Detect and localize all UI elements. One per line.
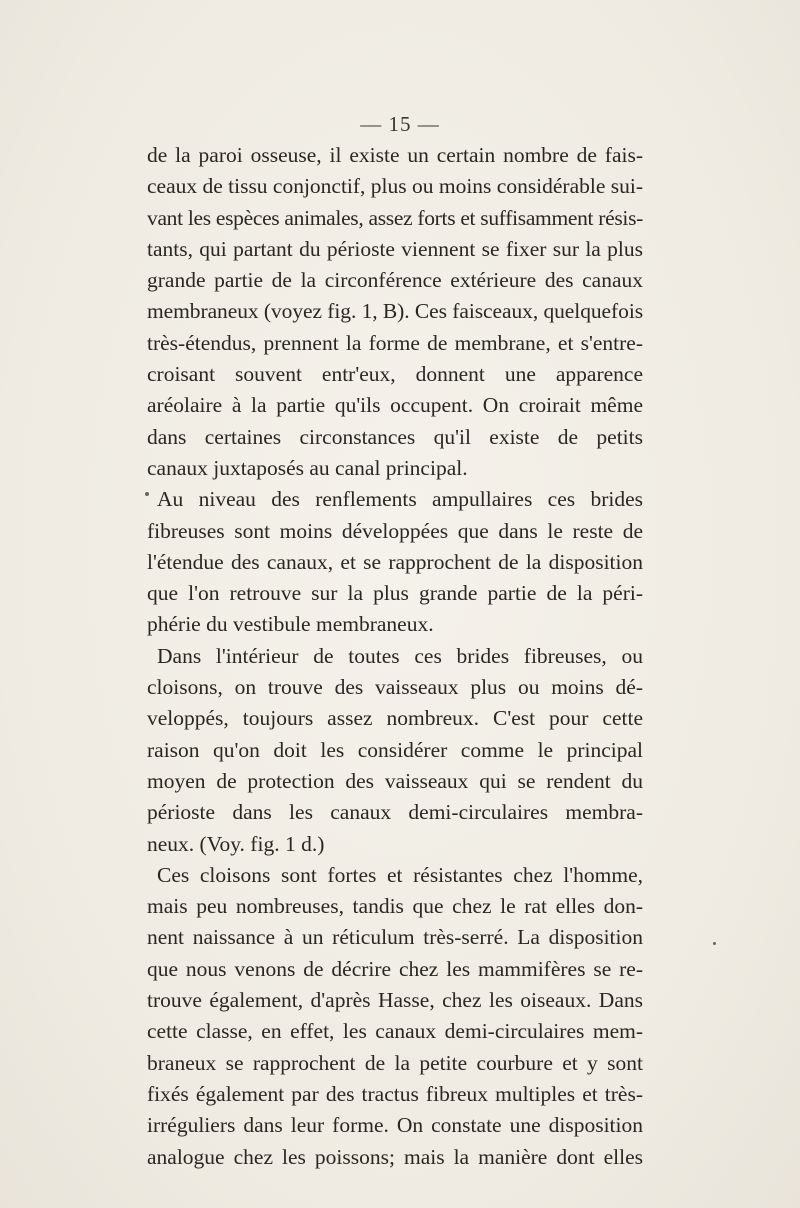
paragraph-1 [147,140,643,484]
text-line: trouve également, d'après Hasse, chez les oiseaux. Dans [147,988,643,1013]
text-line: cette classe, en effet, les canaux demi-circulaires mem- [147,1019,643,1044]
text-line: très-étendus, prennent la forme de membrane, et s'entre- [147,330,643,355]
text-line: mais peu nombreuses, tandis que chez le rat elles don- [147,894,643,919]
paper-speck [713,942,716,945]
text-line: neux. (Voy. fig. 1 d.) [147,831,325,856]
text-line: raison qu'on doit les considérer comme le principal [147,737,643,762]
text-line: analogue chez les poissons; mais la manière dont elles [147,1144,643,1169]
text-line: grande partie de la circonférence extérieure des canaux [147,268,643,293]
text-line: Dans l'intérieur de toutes ces brides fibreuses, ou [157,643,643,668]
text-line: que l'on retrouve sur la plus grande partie de la péri- [147,581,643,606]
text-line: l'étendue des canaux, et se rapprochent de la disposition [147,549,643,574]
text-line: aréolaire à la partie qu'ils occupent. On croirait même [147,393,643,418]
text-line: dans certaines circonstances qu'il existe de petits [147,424,643,449]
text-line: fibreuses sont moins développées que dans le reste de [147,518,643,543]
paragraph-4 [147,860,643,1173]
paragraph-3 [147,641,643,860]
paper-speck [145,492,149,496]
text-line: fixés également par des tractus fibreux multiples et très- [147,1081,643,1106]
text-line: membraneux (voyez fig. 1, B). Ces faisceaux, quelquefois [147,299,644,324]
text-line: cloisons, on trouve des vaisseaux plus ou moins dé- [147,675,643,700]
text-line: croisant souvent entr'eux, donnent une apparence [147,362,643,387]
text-line: que nous venons de décrire chez les mammifères se re- [147,956,643,981]
text-line: ceaux de tissu conjonctif, plus ou moins considérable sui- [147,174,643,199]
text-line: Au niveau des renflements ampullaires ces brides [157,487,643,512]
text-line: nent naissance à un réticulum très-serré. La disposition [147,925,643,950]
page-number: — 15 — [360,112,440,136]
text-line: Ces cloisons sont fortes et résistantes chez l'homme, [157,862,643,887]
text-line: phérie du vestibule membraneux. [147,612,434,637]
text-line: canaux juxtaposés au canal principal. [147,455,468,480]
text-line: tants, qui partant du périoste viennent se fixer sur la plus [147,236,643,261]
text-line: moyen de protection des vaisseaux qui se rendent du [147,768,643,793]
body-text [147,140,643,1173]
text-line: vant les espèces animales, assez forts et suffisamment résis- [147,205,643,230]
text-line: périoste dans les canaux demi-circulaires membra- [147,800,643,825]
paragraph-2 [147,484,643,640]
text-line: veloppés, toujours assez nombreux. C'est pour cette [147,706,643,731]
text-line: de la paroi osseuse, il existe un certain nombre de fais- [147,143,643,167]
text-line: irréguliers dans leur forme. On constate une disposition [147,1113,643,1138]
text-line: braneux se rapprochent de la petite courbure et y sont [147,1050,643,1075]
